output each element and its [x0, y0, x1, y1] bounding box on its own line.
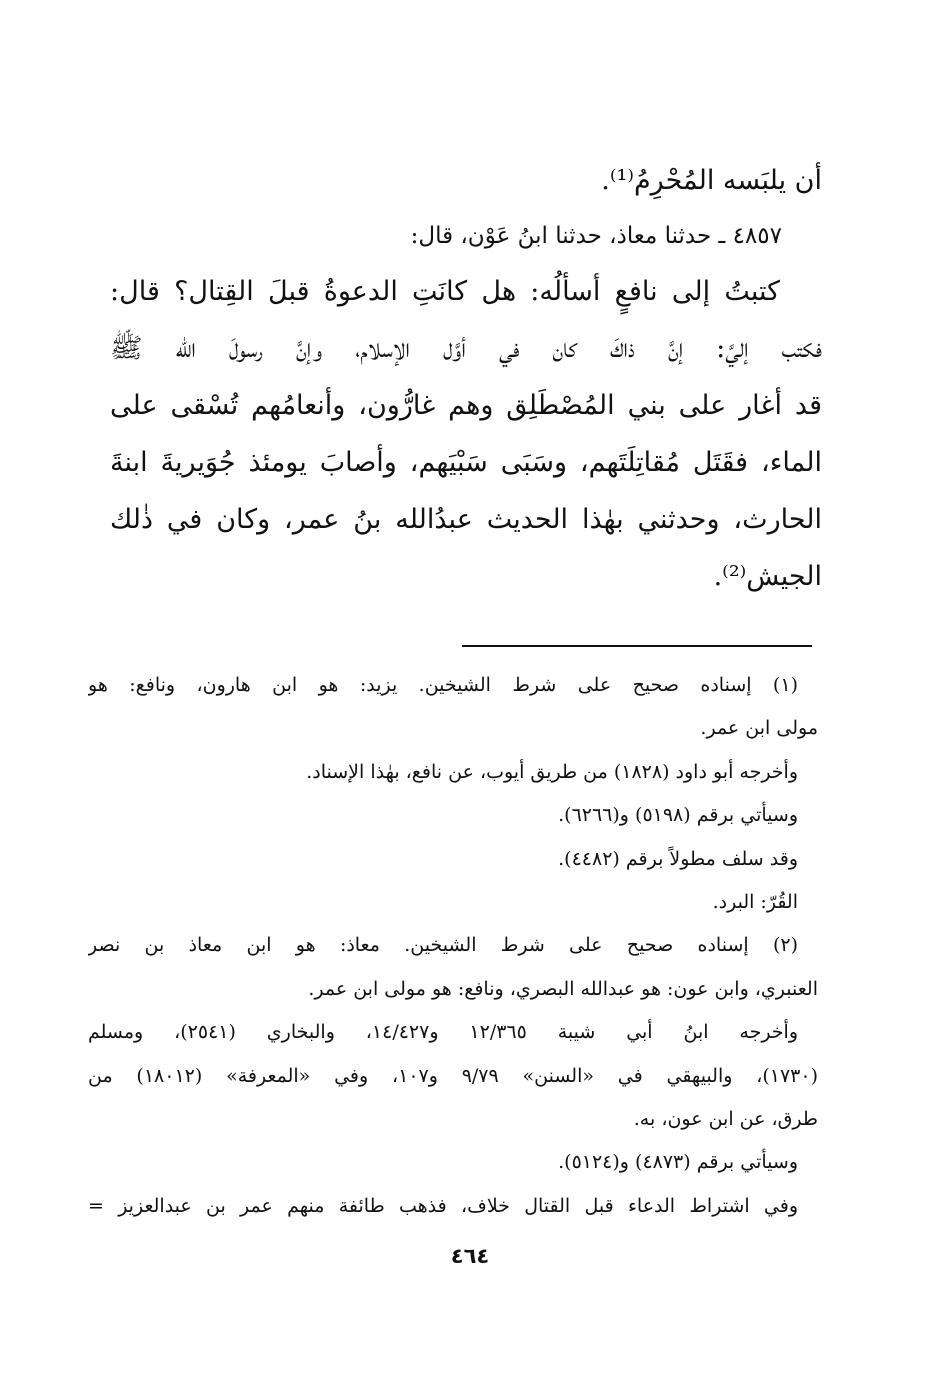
- footnote-line: مولى ابن عمر.: [700, 717, 818, 740]
- footnote-separator: [462, 645, 812, 647]
- text-line: الحارث، وحدثني بهٰذا الحديث عبدُالله بنُ عمر، وكان في ذٰلك: [110, 504, 822, 535]
- footnote-line: وسيأتي برقم (٥١٩٨) و(٦٢٦٦).: [558, 804, 798, 827]
- footnote-line: وأخرجه أبو داود (١٨٢٨) من طريق أيوب، عن نافع، بهٰذا الإسناد.: [306, 760, 798, 783]
- text-line: الجيش⁽²⁾.: [713, 561, 822, 592]
- text-line: كتبتُ إلى نافعٍ أسألُه: هل كانَتِ الدعوةُ قبلَ القِتال؟ قال:: [110, 276, 780, 307]
- footnote-line: وقد سلف مطولاً برقم (٤٤٨٢).: [558, 847, 798, 870]
- text-line: فكتب إليَّ: إنَّ ذاكَ كان في أوَّل الإسلام، وإنَّ رسولَ الله ﷺ: [110, 333, 822, 364]
- text-line: قد أغار على بني المُصْطَلِق وهم غارُّون، وأنعامُهم تُسْقى على: [110, 390, 822, 421]
- page-number: ٤٦٤: [450, 1244, 490, 1268]
- main-text: [110, 152, 822, 605]
- footnote-line: (٢) إسناده صحيح على شرط الشيخين. معاذ: هو ابن معاذ بن نصر: [88, 934, 798, 957]
- footnote-line: وفي اشتراط الدعاء قبل القتال خلاف، فذهب طائفة منهم عمر بن عبدالعزيز =: [88, 1194, 798, 1217]
- text-line: أن يلبَسه المُحْرِمُ⁽¹⁾.: [601, 165, 822, 196]
- footnote-line: القُرّ: البرد.: [712, 890, 798, 913]
- footnote-line: العنبري، وابن عون: هو عبدالله البصري، ونافع: هو مولى ابن عمر.: [308, 977, 818, 1000]
- text-line: الماء، فقَتَل مُقاتِلَتَهم، وسَبَى سَبْيَهم، وأصابَ يومئذ جُوَيريةَ ابنةَ: [110, 447, 822, 478]
- footnote-line: طرق، عن ابن عون، به.: [633, 1107, 818, 1130]
- footnote-line: وأخرجه ابنُ أبي شيبة ١٢/٣٦٥ و١٤/٤٢٧، والبخاري (٢٥٤١)، ومسلم: [88, 1021, 799, 1044]
- footnote-line: (١) إسناده صحيح على شرط الشيخين. يزيد: هو ابن هارون، ونافع: هو: [88, 674, 798, 696]
- footnote-line: وسيأتي برقم (٤٨٧٣) و(٥١٢٤).: [558, 1151, 798, 1174]
- footnote-line: (١٧٣٠)، والبيهقي في «السنن» ٩/٧٩ و١٠٧، وفي «المعرفة» (١٨٠١٢) من: [88, 1064, 818, 1087]
- hadith-header: ٤٨٥٧ ـ حدثنا معاذ، حدثنا ابنُ عَوْن، قال:: [410, 223, 782, 249]
- footnotes: [88, 664, 818, 1228]
